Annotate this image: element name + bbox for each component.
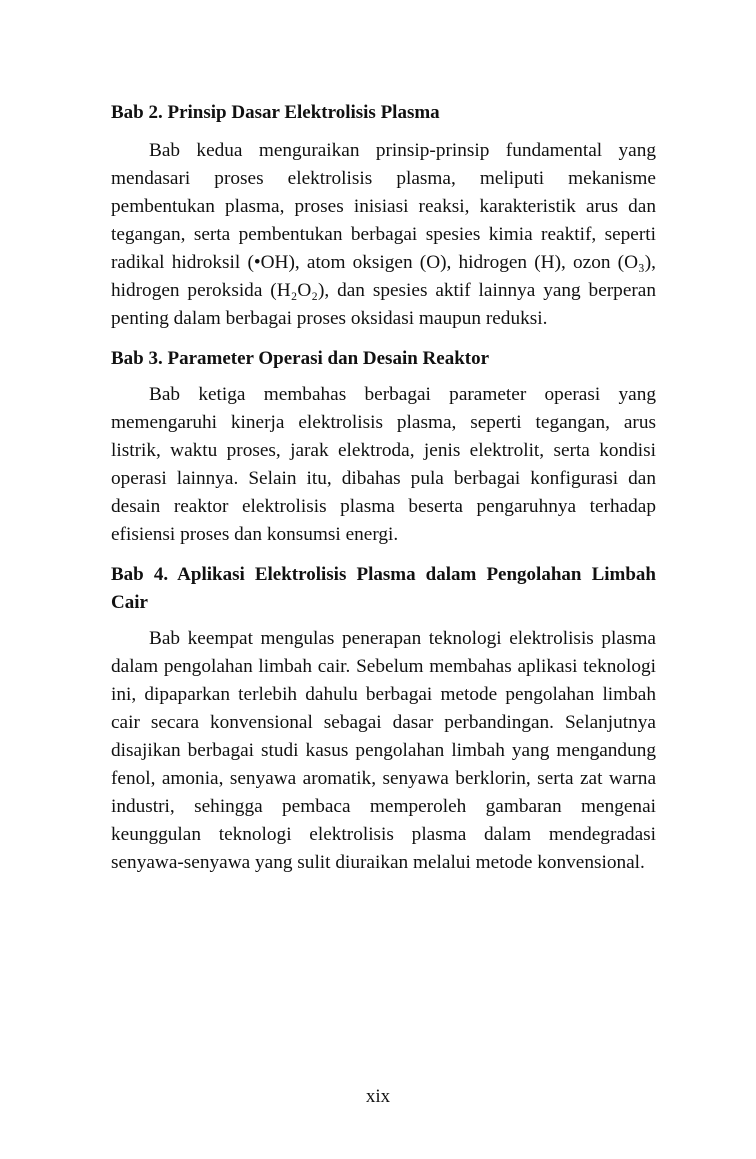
page-content: [111, 99, 656, 877]
page-number: xix: [365, 1086, 391, 1107]
section-heading-bab-4: Bab 4. Aplikasi Elektrolisis Plasma dalam Pengolahan Limbah Cair: [111, 564, 656, 613]
section-paragraph-bab-2: Bab kedua menguraikan prinsip-prinsip fundamental yang mendasari proses elektrolisis plasma, meliputi mekanisme pembentukan plasma, proses inisiasi reaksi, karakteristik arus dan tegangan, serta pembentukan berbagai spesies kimia reaktif, seperti radikal hidroksil (•OH), atom oksigen (O), hidrogen (H), ozon (O₃), hidrogen peroksida (H₂O₂), dan spesies aktif lainnya yang berperan penting dalam berbagai proses oksidasi maupun reduksi.: [111, 140, 656, 329]
section-paragraph-bab-4: Bab keempat mengulas penerapan teknologi elektrolisis plasma dalam pengolahan limbah cair. Sebelum membahas aplikasi teknologi ini, dipaparkan terlebih dahulu berbagai metode pengolahan limbah cair secara konvensional sebagai dasar perbandingan. Selanjutnya disajikan berbagai studi kasus pengolahan limbah yang mengandung fenol, amonia, senyawa aromatik, senyawa berklorin, serta zat warna industri, sehingga pembaca memperoleh gambaran mengenai keunggulan teknologi elektrolisis plasma dalam mendegradasi senyawa-senyawa yang sulit diuraikan melalui metode konvensional.: [111, 628, 656, 873]
section-heading-bab-2: Bab 2. Prinsip Dasar Elektrolisis Plasma: [111, 102, 440, 123]
section-paragraph-bab-3: Bab ketiga membahas berbagai parameter operasi yang memengaruhi kinerja elektrolisis plasma, seperti tegangan, arus listrik, waktu proses, jarak elektroda, jenis elektrolit, serta kondisi operasi lainnya. Selain itu, dibahas pula berbagai konfigurasi dan desain reaktor elektrolisis plasma beserta pengaruhnya terhadap efisiensi proses dan konsumsi energi.: [111, 384, 656, 545]
section-heading-bab-3: Bab 3. Parameter Operasi dan Desain Reaktor: [111, 348, 490, 369]
